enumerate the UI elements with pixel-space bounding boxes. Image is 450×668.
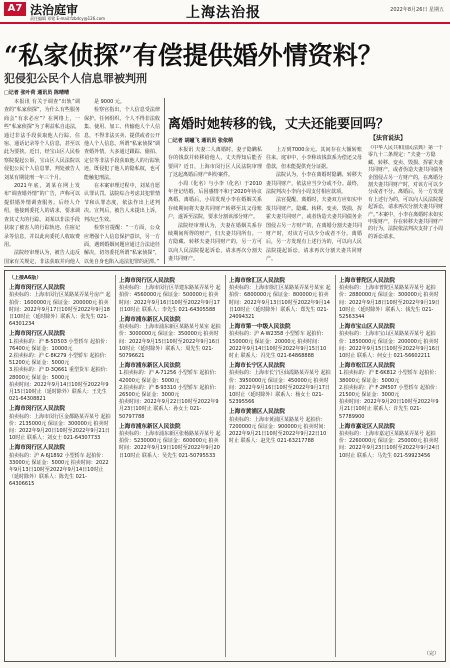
notice-text: 拍卖标的：上海市长宁区仙霞路某弄某号 起拍价：3950000元 保证金：450000元 拍卖时间：2022年9月16日10时至2022年9月17日10时止（延时除外）联系人：杨女士 021-52395566 [229, 370, 331, 406]
notice-text: 拍卖标的：上海市宝山区某路某弄某号 起拍价：1850000元 保证金：200000元 拍卖时间：2022年9月15日10时至2022年9月16日10时止 联系人：何女士 021-56602211 [339, 331, 440, 360]
notice-text: 拍卖标的：上海市闵行区某路某弄某号房产 起拍价：1600000元 保证金：200000元 拍卖时间：2022年9月17日10时至2022年9月18日10时止（延时除外）联系人：张先生 021-64301234 [9, 292, 111, 328]
article2-byline: □记者 胡瞳飞 通讯员 张依萌 [168, 138, 233, 144]
notice-text: 1.拍卖标的：沪 E·6K812 小型轿车 起拍价：38000元 保证金：5000元 2.拍卖标的：沪 F·2M507 小型轿车 起拍价：21500元 保证金：3000元 拍卖时间：2022年9月20日10时至2022年9月21日10时止 联系人：许先生 021-57789900 [339, 370, 441, 420]
article1-column-1 [4, 98, 80, 264]
court-name: 上海市闵行区人民法院 [119, 278, 175, 284]
notice-text: 拍卖标的：上海市闵行区金都路某弄某号 起拍价：2135000元 保证金：300000元 拍卖时间：2022年9月20日10时至2022年9月21日10时止 联系人：刘女士 021-64307733 [9, 413, 111, 442]
notice-text: 1.拍卖标的：沪 B·5D503 小型轿车 起拍价：76400元 保证金：10000元 2.拍卖标的：沪 C·8K279 小型轿车 起拍价：51200元 保证金：5000元 3.拍卖标的：沪 D·3Q661 重型货车 起拍价：28000元 保证金：5000元 拍卖时间：2022年9月14日10时至2022年9月15日10时止（延时除外）联系人：王先生 021-64308821 [9, 338, 111, 403]
paragraph: 法院认为，小李在离婚时隐瞒、转移夫妻共同财产，依法应当少分或不分。最终，法院判决小李向小周支付相应款项。 [266, 172, 362, 196]
court-name: 上海市黄浦区人民法院 [229, 409, 285, 416]
paragraph: 本报讯 夫妻二人离婚时，妻子隐瞒私存的钱款并转移给他人，丈夫得知后能否要回？近日，上海市闵行区人民法院审理了这起离婚后财产纠纷案件。 [168, 147, 262, 179]
notice-text: 拍卖标的：上海市浦东新区某路某号某室 起拍价：3000000元 保证金：350000元 拍卖时间：2022年9月15日10时至2022年9月16日10时止（延时除外）联系人：周先生 021-50796621 [119, 324, 221, 360]
court-name: 上海市闵行区人民法院 [9, 445, 65, 452]
notice-text: 拍卖标的：上海市徐汇区某路某弄某号某室 起拍价：6800000元 保证金：800000元 拍卖时间：2022年9月13日10时至2022年9月14日10时止（延时除外）联系人：郑先生 021-24094321 [229, 285, 331, 321]
editor-info: 责任编辑 邓铭 E-mail:fzbdcy@126.com [30, 16, 106, 21]
court-name: 上海市浦东新区人民法院 [119, 317, 181, 324]
notice-text: 拍卖标的：沪 A·6J1892 小型轿车 起拍价：33000元 保证金：5000元 拍卖时间：2022年9月13日10时至2022年9月14日10时止（延时除外）联系人：陈先生 021-64306615 [9, 452, 109, 488]
issue-date: 2022年8月26日 星期五 [390, 7, 444, 13]
paragraph: 法院经审理认为，被告人违反国家有关规定，非法获取并向他人 [4, 250, 80, 264]
court-name: 上海市闵行区人民法院 [9, 406, 65, 413]
article1-byline: □记者 张叶荷 通讯员 陈晴晴 [4, 90, 69, 96]
notice-divider [225, 275, 226, 657]
court-name: 上海市宝山区人民法院 [339, 324, 395, 331]
notice-text: 拍卖标的：上海市黄浦区某路某号 起拍价：7200000元 保证金：900000元 拍卖时间：2022年9月21日10时至2022年9月22日10时止 联系人：赵先生 021-63217788 [229, 416, 329, 445]
section-divider [4, 266, 446, 267]
notice-text: 拍卖标的：上海市浦东新区张杨路某弄某号 起拍价：5230000元 保证金：600000元 拍卖时间：2022年9月19日10时至2022年9月20日10时止 联系人：吴先生 021-50795533 [119, 431, 221, 459]
paragraph: 上万到7000余元。其间存在大额转账往来。庭审中，小李称该钱款系为偿还父母借款，但未能提供充分证据。 [266, 147, 362, 170]
paragraph: 本报讯 有关于调查“出轨”调查的“私家侦探”，为什么有些服务商会“有求必应”？在网络上，一些“私家侦探”为了利益私自违法，通过非法手段获取他人行踪、住宿、通话记录等个人信息，甚至以此为要挟。近日，经宝山区人民检察院提起公诉，宝山区人民法院以侵犯公民个人信息罪，判处被告人刘某有期徒刑一年三个月。 [4, 99, 80, 181]
page-number-tag: A7 [4, 2, 26, 16]
notice-column-4 [339, 275, 441, 657]
notice-divider [335, 275, 336, 657]
notice-column-3 [229, 275, 331, 657]
court-name: 上海市浦东新区人民法院 [119, 363, 181, 370]
paragraph: 在本案审理过程中，刘某自愿认罪认罚。法院综合考虑其犯罪情节和认罪态度，依法作出上述判决。宣判后，被告人未提出上诉，判决已生效。 [84, 183, 160, 223]
notice-text: 拍卖标的：上海市闵行区莘建东路某弄某号 起拍价：4560000元 保证金：500000元 拍卖时间：2022年9月16日10时至2022年9月17日10时止 联系人：李先生 021-64305588 [119, 285, 221, 313]
court-name: 上海市浦东新区人民法院 [119, 423, 181, 430]
column-divider [164, 98, 165, 264]
paragraph: 2021年底，刘某在网上发布“调查婚外情”的广告，声称可以提供婚外情调查服务。后经人介绍，他接到委托人的请求，要求调查其丈夫的行踪。刘某以非法手段获取了被害人的行踪轨迹、住宿记录等信息，并以此向委托人收取费用。 [4, 183, 80, 248]
newspaper-logo: 上海法治报 [186, 5, 261, 21]
continued-label: （上接A6版） [9, 275, 42, 281]
article2-column-2 [266, 146, 362, 264]
notice-column-2 [119, 275, 221, 657]
article1-headline: “私家侦探”有偿提供婚外情资料？ [4, 41, 383, 70]
article2-column-1 [168, 146, 262, 264]
paragraph: 法院经审理认为，夫妻在婚姻关系存续期间所得的财产，归夫妻共同所有。一方隐藏、转移夫妻共同财产的，另一方可以向人民法院提起诉讼，请求再次分割夫妻共同财产。 [168, 222, 262, 263]
court-name: 上海市闵行区人民法院 [9, 331, 65, 338]
court-name: 上海市松江区人民法院 [339, 363, 395, 370]
notice-text: 拍卖标的：上海市嘉定区某路某弄某号 起拍价：2260000元 保证金：250000元 拍卖时间：2022年9月23日10时至2022年9月24日10时止 联系人：马先生 021-59923456 [339, 431, 440, 459]
notice-text: 拍卖标的：沪 A·W2358 小型轿车 起拍价：150000元 保证金：20000元 拍卖时间：2022年9月14日10时至2022年9月15日10时止 联系人：冯先生 021-64868888 [229, 331, 327, 360]
auction-notices-box [4, 270, 446, 662]
page-header [0, 0, 450, 24]
article1-column-2 [84, 98, 160, 264]
header-rule [0, 22, 450, 24]
paragraph: 法官提醒，离婚时，夫妻双方应如实申报共同财产。隐藏、转移、变卖、毁损、挥霍夫妻共同财产，或者伪造夫妻共同债务企图侵占另一方财产的，在离婚分割夫妻共同财产时，对该方可以少分或者不分。离婚后，另一方发现有上述行为的，可以向人民法院提起诉讼，请求再次分割夫妻共同财产。 [266, 197, 362, 263]
notice-text: 1.拍卖标的：沪 A·71256 小型轿车 起拍价：42000元 保证金：5000元 2.拍卖标的：沪 B·93310 小型轿车 起拍价：26500元 保证金：3000元 拍卖时间：2022年9月22日10时至2022年9月23日10时止 联系人：孙女士 021-50797788 [119, 370, 220, 420]
notice-text: 拍卖标的：上海市普陀区某路某弄某号 起拍价：2880000元 保证金：300000元 拍卖时间：2022年9月18日10时至2022年9月19日10时止（延时除外）联系人：钱先生 021-52563344 [339, 285, 440, 321]
end-mark: （完） [423, 651, 439, 657]
judge-comment-text: 《中华人民共和国民法典》第一千零九十二条规定：“夫妻一方隐藏、转移、变卖、毁损、挥霍夫妻共同财产，或者伪造夫妻共同债务企图侵占另一方财产的，在离婚分割夫妻共同财产时，对该方可以少分或者不分。离婚后，另一方发现有上述行为的，可以向人民法院提起诉讼，请求再次分割夫妻共同财产。”本案中，小李在离婚时未如实申报财产，存在转移夫妻共同财产的行为，法院依法判决支持了小周的诉讼请求。 [368, 145, 444, 240]
notice-divider [115, 275, 116, 657]
paragraph: 检察官指出，个人信息受法律保护。任何组织、个人不得非法收集、使用、加工、传输他人个人信息，不得非法买卖、提供或者公开他人个人信息。所谓“私家侦探”调查婚外情，大多通过跟踪、偷拍、定位等非法手段获取他人的行踪轨迹，既侵犯了他人的隐私权，也可能触犯刑法。 [84, 107, 160, 181]
judge-comment-tag: 【法官说法】 [370, 135, 407, 142]
article1-subhead: 犯侵犯公民个人信息罪被判刑 [4, 72, 147, 85]
court-name: 上海市嘉定区人民法院 [339, 423, 395, 430]
section-title: 法治庭审 [30, 3, 79, 17]
court-name: 上海市徐汇区人民法院 [229, 278, 285, 284]
court-name: 上海市普陀区人民法院 [339, 278, 395, 284]
paragraph: 是 9000 元。 [94, 99, 125, 105]
article2-headline: 离婚时她转移的钱，丈夫还能要回吗？ [168, 117, 390, 132]
paragraph: 检察官提醒：“一方面，公众应增强个人信息保护意识，另一方面，遇到婚姻问题应通过合法途径解决，切勿委托所谓“私家侦探”，以免自身也陷入违法犯罪的泥潭。” [84, 225, 160, 264]
court-name: 上海市闵行区人民法院 [9, 285, 65, 292]
court-name: 上海市长宁区人民法院 [229, 363, 285, 370]
court-name: 上海市第一中级人民法院 [229, 324, 291, 331]
notice-column-1 [9, 275, 111, 657]
paragraph: 小周（化名）与小李（化名）于2010年登记结婚，后因感情不和于2020年协议离婚。离婚后，小周发现小李在婚姻关系存续期间将夫妻共同财产转移至其父母账户，遂诉至法院，要求分割该部分财产。 [168, 180, 262, 221]
